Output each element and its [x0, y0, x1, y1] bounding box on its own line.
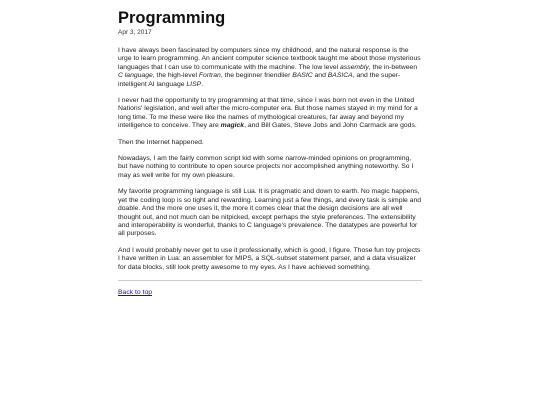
paragraph-4: Nowadays, I am the fairly common script kid with some narrow-minded opinions on programming, but have nothing to contribute to open source projects nor accomplished anything noteworthy. So I may as well write for my own pleasure.: [118, 155, 414, 179]
paragraph-5: My favorite programming language is still Lua. It is pragmatic and down to earth. No magic happens, yet the coding loop is so tight and rewarding. Learning just a few things, and every task is simple and doable. And the more one uses it, the more it comes clear that the design decisions are all well thought out, and not much can be nitpicked, except perhaps the style preferences. The extensibility and interoperability is wonderful, thanks to C language's prevalence. The datatypes are powerful for all purposes.: [118, 188, 422, 238]
back-to-top-link[interactable]: Back to top: [118, 288, 153, 296]
paragraph-6: And I would probably never get to use it professionally, which is good, I figure. Those fun toy projects I have written in Lua: an assembler for MIPS, a SQL-subset statement parser, and a data visualizer for data blocks, still look pretty awesome to my eyes. As I have achieved something.: [118, 246, 421, 271]
paragraph-3: Then the Internet happened.: [118, 138, 204, 146]
paragraph-1: I have always been fascinated by computers since my childhood, and the natural response is the urge to learn programming. An ancient computer science textbook taught me about those mysterious languages that I can use to communicate with the machine. The low level assembly, the in-between C language, the high-level Fortran, the beginner friendlier BASIC and BASICA, and the super-intelligent AI language LISP.: [118, 47, 421, 88]
divider: [118, 280, 422, 281]
article: [118, 9, 422, 299]
paragraph-2: I never had the opportunity to try programming at that time, since I was born not even in the United Nations' legislation, and well after the micro-computer era. But those names stayed in my mind for a long time. To me these were like the names of mythological creatures, far away and beyond my intelligence to conceive. They are magick, and Bill Gates, Steve Jobs and John Carmack are gods.: [118, 97, 418, 130]
post-date: Apr 3, 2017: [118, 29, 152, 36]
page-title: Programming: [118, 9, 226, 27]
